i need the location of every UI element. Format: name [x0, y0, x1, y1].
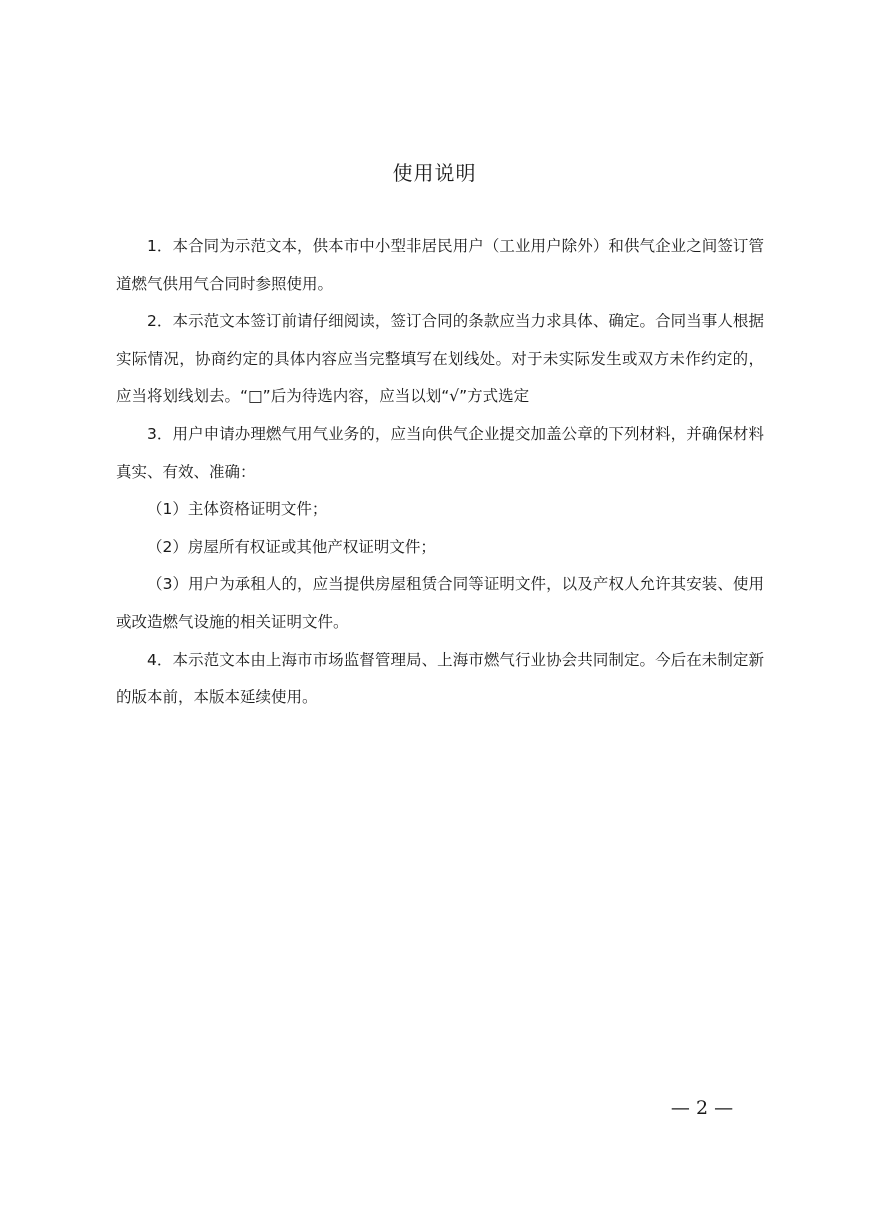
- paragraph-2: 2．本示范文本签订前请仔细阅读，签订合同的条款应当力求具体、确定。合同当事人根据实际情况，协商约定的具体内容应当完整填写在划线处。对于未实际发生或双方未作约定的，应当将划线划去。“□”后为待选内容，应当以划“√”方式选定: [116, 312, 764, 406]
- sub-item-1: （1）主体资格证明文件；: [147, 500, 328, 519]
- paragraph-3: 3．用户申请办理燃气用气业务的，应当向供气企业提交加盖公章的下列材料，并确保材料真实、有效、准确：: [116, 424, 764, 481]
- page-title: 使用说明: [392, 161, 477, 185]
- paragraph-4: 4．本示范文本由上海市市场监督管理局、上海市燃气行业协会共同制定。今后在未制定新的版本前，本版本延续使用。: [116, 650, 764, 707]
- sub-item-3: （3）用户为承租人的，应当提供房屋租赁合同等证明文件，以及产权人允许其安装、使用或改造燃气设施的相关证明文件。: [116, 575, 764, 631]
- paragraph-1: 1．本合同为示范文本，供本市中小型非居民用户（工业用户除外）和供气企业之间签订管道燃气供用气合同时参照使用。: [116, 237, 764, 293]
- sub-item-2: （2）房屋所有权证或其他产权证明文件；: [147, 537, 436, 556]
- instructions-body: [116, 228, 764, 717]
- page-number: — 2 —: [670, 1097, 734, 1119]
